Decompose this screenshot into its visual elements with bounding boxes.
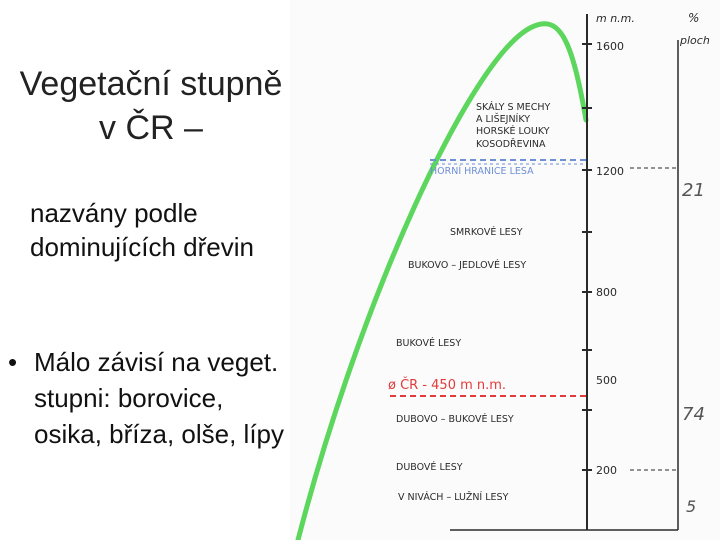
zone-label-beech: BUKOVÉ LESY [396,338,462,349]
tick-label-200: 200 [596,464,617,477]
slide-subtitle: nazvány podle dominujících dřevin [30,198,254,262]
zone-label-oak: DUBOVÉ LESY [396,462,463,473]
zone-label-alpine-3: HORSKÉ LOUKY [476,126,550,137]
percent-value-21: 21 [682,180,705,201]
zone-label-alpine-2: A LIŠEJNÍKY [476,114,531,125]
diagram-svg [290,0,720,540]
zone-label-spruce: SMRKOVÉ LESY [450,227,523,238]
percent-value-74: 74 [682,404,705,425]
tick-label-500: 500 [596,374,617,387]
zone-label-oak-beech: DUBOVO – BUKOVÉ LESY [396,414,514,425]
percent-header-line1: % [688,11,700,25]
zone-label-floodplain: V NIVÁCH – LUŽNÍ LESY [398,492,509,503]
tick-label-1600: 1600 [596,40,624,53]
percent-value-5: 5 [686,497,697,516]
percent-header-line2: ploch [680,34,710,47]
vegetation-zones-diagram [290,0,720,540]
zone-label-average: ø ČR - 450 m n.m. [388,378,507,393]
tick-label-800: 800 [596,286,617,299]
bullet-marker: • [8,347,18,377]
bullet-text: Málo závisí na veget. stupni: borovice, osika, bříza, olše, lípy [34,347,284,449]
slide-title: Vegetační stupně v ČR – [19,65,283,147]
zone-label-alpine-1: SKÁLY S MECHY [476,102,551,113]
zone-label-beech-fir: BUKOVO – JEDLOVÉ LESY [408,260,527,271]
zone-label-alpine-4: KOSODŘEVINA [476,139,546,150]
axis-header: m n.m. [596,12,635,25]
tick-label-1200: 1200 [596,165,624,178]
zone-label-treeline: HORNÍ HRANICE LESA [430,166,534,177]
